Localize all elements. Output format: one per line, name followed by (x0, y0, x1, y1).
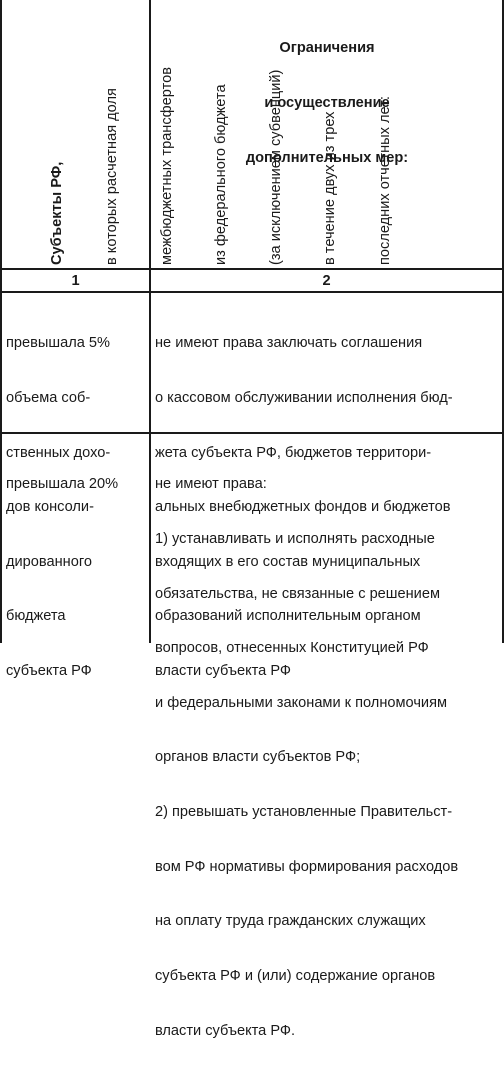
row1-measures-line: образований исполнительным органом (155, 608, 421, 625)
header-col1-line: (за исключением субвенций) (267, 69, 284, 265)
row1-measures-line: о кассовом обслуживании исполнения бюд- (155, 390, 453, 407)
row2-measures-line: не имеют права: (155, 476, 267, 493)
table-left-border (0, 0, 2, 643)
row1-measures-line: власти субъекта РФ (155, 663, 292, 680)
row2-measures (155, 439, 458, 1076)
header-col1-line: в которых расчетная доля (104, 88, 121, 265)
row1-condition-line: превышала 5% (6, 335, 110, 352)
row1-measures-line: не имеют права заключать соглашения (155, 335, 423, 352)
row2-measures-line: обязательства, не связанные с решением (155, 585, 440, 602)
row1-condition-line: субъекта РФ (6, 663, 92, 680)
row1-measures-line: жета субъекта РФ, бюджетов территори- (155, 444, 432, 461)
column-number-2: 2 (322, 273, 331, 289)
row1-condition-line: объема соб- (6, 390, 91, 407)
header-col1-line: Субъекты РФ, (49, 161, 66, 265)
row1-condition-line: ственных дохо- (6, 444, 111, 461)
row2-measures-line: вопросов, отнесенных Конституцией РФ (155, 640, 429, 657)
header-col1-line: в течение двух из трех (322, 111, 339, 265)
row2-measures-line: 1) устанавливать и исполнять расходные (155, 531, 435, 548)
row1-condition-line: дированного (6, 553, 92, 570)
row1-condition-line: бюджета (6, 608, 66, 625)
header-col1-line: из федерального бюджета (213, 84, 230, 265)
row1-condition-line: дов консоли- (6, 499, 94, 516)
row2-measures-line: власти субъекта РФ. (155, 1022, 296, 1039)
header-col1-line: межбюджетных трансфертов (158, 67, 175, 265)
row2-measures-line: и федеральными законами к полномочиям (155, 694, 448, 711)
header-col2-line: Ограничения (279, 40, 375, 57)
row2-measures-line: на оплату труда гражданских служащих (155, 913, 426, 930)
row2-measures-line: 2) превышать установленные Правительст- (155, 804, 453, 821)
row2-condition (6, 439, 118, 530)
row2-measures-line: вом РФ нормативы формирования расходов (155, 858, 459, 875)
row2-condition-line: превышала 20% (6, 476, 119, 493)
row2-measures-line: субъекта РФ и (или) содержание органов (155, 967, 436, 984)
number-row-bottom-line (0, 291, 504, 293)
header-col1-line: последних отчетных лет: (377, 96, 394, 265)
column-number-1: 1 (71, 273, 80, 289)
header-col2-line: и осуществление (264, 95, 390, 112)
header-bottom-line (0, 268, 504, 270)
row1-measures-line: альных внебюджетных фондов и бюджетов (155, 499, 451, 516)
header-col2-line: дополнительных мер: (245, 149, 409, 166)
row1-measures-line: входящих в его состав муниципальных (155, 553, 421, 570)
header-col2 (150, 3, 504, 203)
row2-measures-line: органов власти субъектов РФ; (155, 749, 361, 766)
